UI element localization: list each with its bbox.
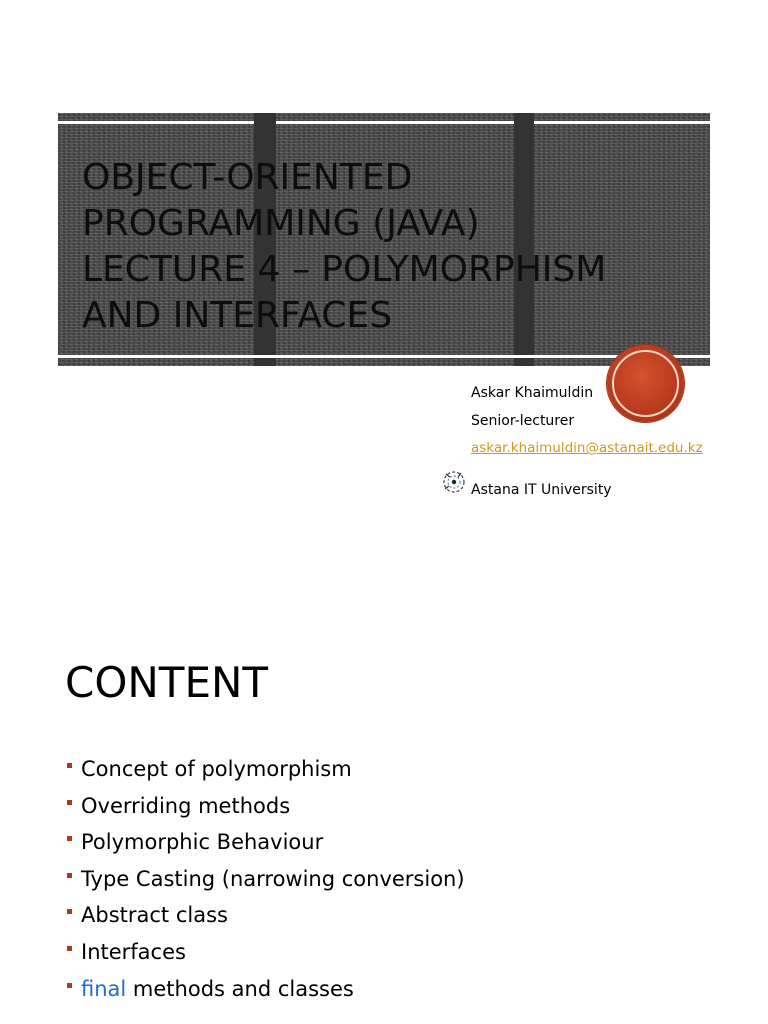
list-item [65,825,465,862]
slide-title-line: OBJECT-ORIENTED [82,157,413,198]
bullet-marker-icon [67,983,72,988]
list-item-text: Polymorphic Behaviour [81,830,324,855]
banner-top-rule [58,121,710,124]
list-item [65,752,465,789]
university-logo-icon [441,468,467,496]
list-item [65,862,465,899]
banner-bottom-rule [58,355,710,358]
author-role: Senior-lecturer [471,413,575,429]
list-item-text: methods and classes [126,976,354,1001]
list-item-text: Interfaces [81,939,186,964]
author-name: Askar Khaimuldin [471,385,594,401]
bullet-marker-icon [67,909,72,914]
slide-title-line: AND INTERFACES [82,295,393,336]
title-banner [58,113,710,366]
list-item [65,789,465,826]
list-item [65,972,465,1009]
list-item [65,935,465,972]
bullet-marker-icon [67,946,72,951]
list-item-text: Concept of polymorphism [81,757,352,781]
bullet-marker-icon [67,873,72,878]
content-heading: CONTENT [65,658,269,707]
bullet-marker-icon [67,836,72,841]
keyword-final: final [81,976,127,1001]
list-item-text: Type Casting (narrowing conversion) [81,866,465,891]
list-item-text: Overriding methods [81,793,291,818]
bullet-marker-icon [67,763,72,768]
list-item [65,898,465,935]
decorative-seal-circle [607,345,684,422]
list-item-text: Abstract class [81,903,228,928]
slide-title-line: PROGRAMMING (JAVA) [82,203,480,244]
slide-title-line: LECTURE 4 – POLYMORPHISM [82,249,607,290]
university-name: Astana IT University [471,482,612,498]
bullet-marker-icon [67,800,72,805]
content-bullet-list [65,752,465,1008]
slide-title [82,155,702,339]
author-email-link[interactable]: askar.khaimuldin@astanait.edu.kz [471,440,703,456]
